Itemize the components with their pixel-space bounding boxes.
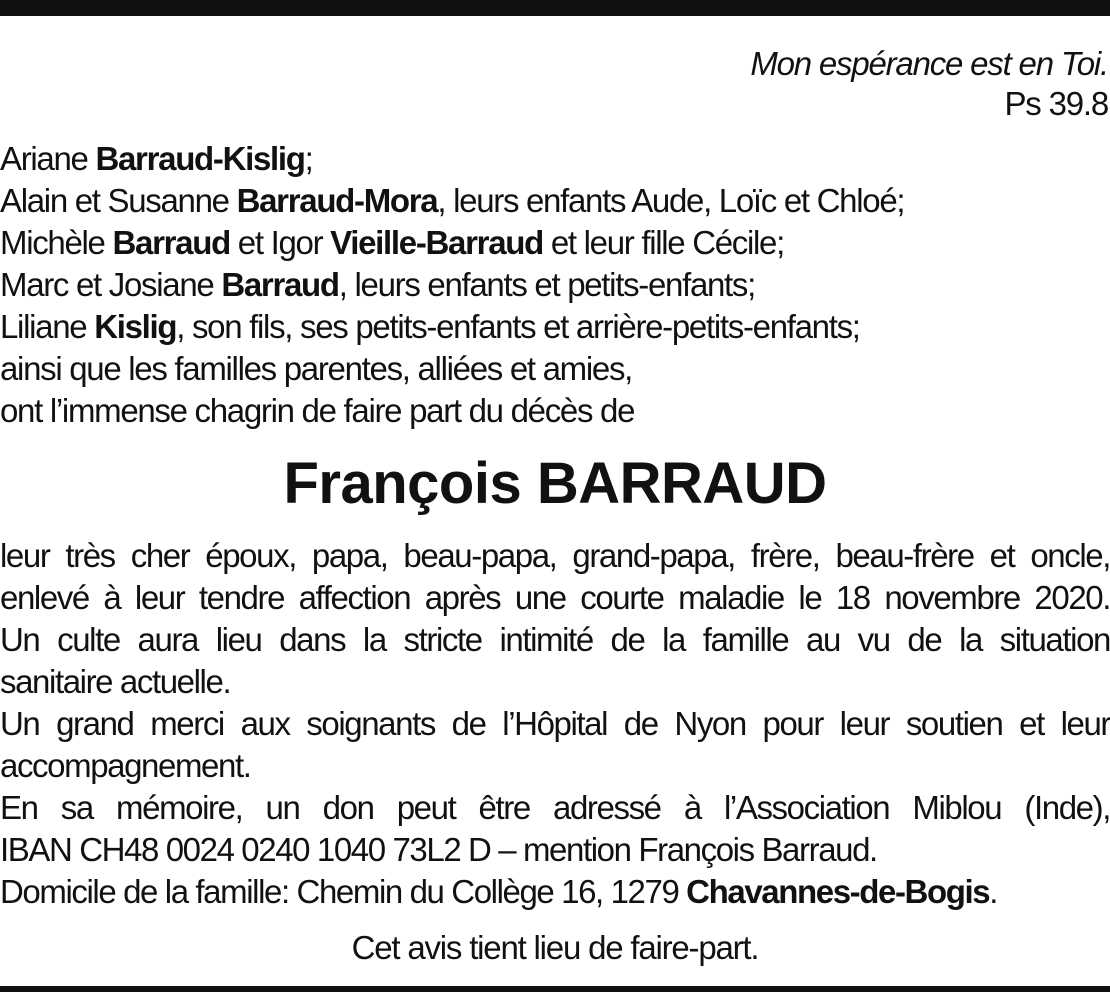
body-line [0,871,1110,913]
family-line [0,180,1110,222]
family-text: Marc et Josiane [0,266,222,303]
deceased-name: François BARRAUD [283,451,827,516]
body-line: IBAN CH48 0024 0240 1040 73L2 D – mention François Barraud. [0,831,877,868]
notice-body [0,535,1110,913]
family-text: , son fils, ses petits-enfants et arrière-petits-enfants; [176,308,860,345]
family-text: Michèle [0,224,113,261]
bottom-rule [0,986,1110,992]
family-surname: Kislig [94,308,177,345]
family-text: et Igor [229,224,331,261]
family-line [0,306,1110,348]
family-text: , leurs enfants Aude, Loïc et Chloé; [437,182,905,219]
family-surname: Barraud [112,224,230,261]
family-text: Liliane [0,308,95,345]
closing-note: Cet avis tient lieu de faire-part. [351,929,759,966]
bible-verse [750,44,1108,124]
family-line: ainsi que les familles parentes, alliées et amies, [0,350,633,387]
verse-quote: Mon espérance est en Toi. [750,45,1108,82]
address-town: Chavannes-de-Bogis [686,873,990,910]
body-line: Un grand merci aux soignants de l’Hôpital de Nyon pour leur soutien et leur [0,705,1110,742]
family-surname: Barraud-Kislig [95,140,305,177]
family-surname: Barraud-Mora [236,182,438,219]
body-line: sanitaire actuelle. [0,663,231,700]
body-line: Un culte aura lieu dans la stricte intimité de la famille au vu de la situation [0,621,1110,658]
family-text: Alain et Susanne [0,182,237,219]
family-text: , leurs enfants et petits-enfants; [338,266,755,303]
family-line [0,138,1110,180]
family-line [0,222,1110,264]
body-line: accompagnement. [0,747,251,784]
body-line: enlevé à leur tendre affection après une courte maladie le 18 novembre 2020. [0,579,1110,616]
family-text: ; [304,140,313,177]
body-line: leur très cher époux, papa, beau-papa, grand-papa, frère, beau-frère et oncle, [0,537,1110,574]
family-surname: Vieille-Barraud [330,224,543,261]
address-text: . [989,873,997,910]
body-line: En sa mémoire, un don peut être adressé à l’Association Miblou (Inde), [0,789,1110,826]
family-line: ont l’immense chagrin de faire part du décès de [0,392,635,429]
top-rule [0,0,1110,16]
family-text: et leur fille Cécile; [542,224,784,261]
family-line [0,264,1110,306]
family-text: Ariane [0,140,96,177]
family-surname: Barraud [221,266,339,303]
verse-reference: Ps 39.8 [1004,85,1108,122]
address-text: Domicile de la famille: Chemin du Collège 16, 1279 [0,873,687,910]
family-list [0,138,1110,432]
